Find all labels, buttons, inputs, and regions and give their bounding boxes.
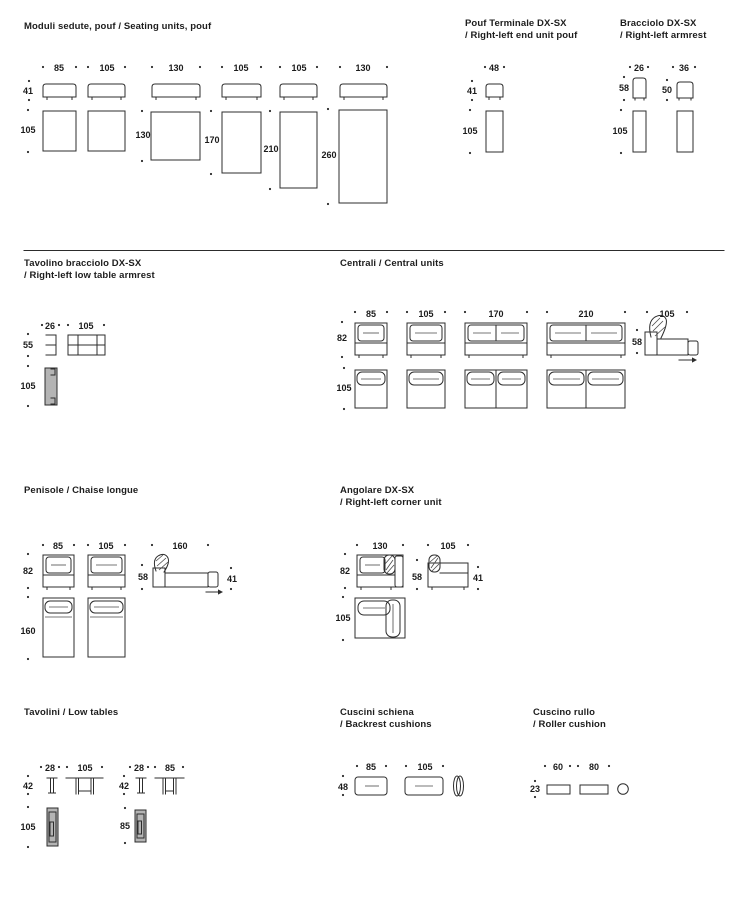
centrali-drawing (336, 309, 698, 410)
dim-height-label: 58 (411, 572, 423, 582)
dim-width-label: 85 (365, 762, 377, 772)
title-line-it: Pouf Terminale DX-SX (465, 18, 567, 29)
dim-depth-label: 105 (336, 383, 352, 393)
angolare-drawing (335, 541, 483, 641)
dim-width-label: 85 (52, 541, 64, 551)
dim-depth-label: 105 (335, 613, 351, 623)
dim-width-label: 105 (99, 63, 115, 73)
low-table-plan (47, 808, 58, 846)
dim-depth-label: 105 (20, 125, 36, 135)
cuscini-schiena-drawing (338, 762, 464, 796)
dim-width-label: 85 (164, 763, 176, 773)
dim-width-label: 36 (678, 63, 690, 73)
section-title-centrali: Centrali / Central units (340, 258, 444, 269)
dim-height-label: 58 (618, 83, 630, 93)
dim-width-label: 105 (440, 541, 456, 551)
section-title-seating: Moduli sedute, pouf / Seating units, pouf (24, 21, 212, 32)
central-unit-plan (355, 370, 387, 408)
dim-width-label: 105 (418, 309, 434, 319)
central-unit-front (407, 323, 445, 358)
dim-width-label: 105 (417, 762, 433, 772)
dim-width-label: 130 (355, 63, 371, 73)
dim-width-label: 85 (53, 63, 65, 73)
dim-depth-label: 105 (612, 126, 628, 136)
dim-height-label: 42 (118, 781, 130, 791)
section-title-penisole: Penisole / Chaise longue (24, 485, 139, 496)
dim-height-label: 48 (337, 782, 349, 792)
low-table-plan (135, 810, 146, 842)
dim-depth-label: 260 (321, 150, 337, 160)
dim-height-label: 58 (137, 572, 149, 582)
penisola-front (43, 555, 74, 590)
title-line-en: / Right-left low table armrest (24, 270, 155, 281)
penisola-plan (88, 598, 125, 657)
title-line-it: Cuscino rullo (533, 707, 595, 718)
central-unit-plan (547, 370, 625, 408)
dim-depth-label: 105 (20, 381, 36, 391)
central-unit-side (645, 315, 698, 362)
dim-width-label: 105 (659, 309, 675, 319)
dim-width-label: 48 (488, 63, 500, 73)
title-line-en: / Roller cushion (533, 719, 606, 730)
dim-height-label: 23 (529, 784, 541, 794)
dim-depth-label: 105 (462, 126, 478, 136)
dim-width-label: 210 (578, 309, 594, 319)
dim-width-label: 130 (372, 541, 388, 551)
central-unit-plan (465, 370, 527, 408)
penisola-plan (43, 598, 74, 657)
cushion-profile (454, 776, 464, 796)
dim-depth-label: 105 (20, 822, 36, 832)
title-line-en: / Right-left end unit pouf (465, 30, 578, 41)
corner-unit-front (428, 555, 468, 590)
tavolino-bracciolo-drawing (20, 321, 105, 407)
dim-height-label: 82 (336, 333, 348, 343)
cuscino-rullo-drawing (530, 762, 628, 798)
title-line-it: Tavolino bracciolo DX-SX (24, 258, 142, 269)
bracciolo-drawing (612, 63, 696, 154)
title-line-it: Cuscini schiena (340, 707, 414, 718)
dim-height-label: 55 (22, 340, 34, 350)
dim-depth-label: 160 (20, 626, 36, 636)
central-unit-front (465, 323, 527, 358)
dim-height-label: 42 (22, 781, 34, 791)
dim-height-label: 82 (339, 566, 351, 576)
tavolini-drawing (20, 763, 184, 848)
corner-unit-front (357, 555, 403, 590)
dim-width-label: 85 (365, 309, 377, 319)
roller-cross-section (618, 784, 629, 795)
dim-depth-label: 130 (135, 130, 151, 140)
penisole-drawing (20, 541, 237, 660)
dim-height-label: 58 (631, 337, 643, 347)
dim-width-label: 105 (233, 63, 249, 73)
dim-depth-label: 210 (263, 144, 279, 154)
title-line-it: Angolare DX-SX (340, 485, 415, 496)
dim-width-label: 28 (44, 763, 56, 773)
dim-width-label: 26 (633, 63, 645, 73)
dim-width-label: 26 (44, 321, 56, 331)
dim-width-label: 170 (488, 309, 504, 319)
corner-unit-plan (355, 598, 405, 638)
dim-depth-label: 170 (204, 135, 220, 145)
seating-units-drawing (20, 63, 388, 205)
dim-width-label: 80 (588, 762, 600, 772)
dim-width-label: 105 (291, 63, 307, 73)
title-line-it: Bracciolo DX-SX (620, 18, 697, 29)
dim-width-label: 130 (168, 63, 184, 73)
central-unit-plan (407, 370, 445, 408)
dim-width-label: 105 (77, 763, 93, 773)
dim-height-label: 41 (472, 573, 484, 583)
dim-height-label: 82 (22, 566, 34, 576)
title-line-en: / Backrest cushions (340, 719, 432, 730)
dim-height-label: 41 (466, 86, 478, 96)
penisola-front (88, 555, 125, 590)
dim-height-label: 41 (22, 86, 34, 96)
dim-height-label: 50 (661, 85, 673, 95)
central-unit-front (547, 323, 625, 358)
central-unit-front (355, 323, 387, 358)
dim-width-label: 105 (78, 321, 94, 331)
dim-width-label: 160 (172, 541, 188, 551)
title-line-en: / Right-left corner unit (340, 497, 442, 508)
penisola-side (153, 554, 223, 594)
dim-height-label: 41 (226, 574, 238, 584)
dim-width-label: 105 (98, 541, 114, 551)
dim-depth-label: 85 (119, 821, 131, 831)
dim-width-label: 28 (133, 763, 145, 773)
dim-width-label: 60 (552, 762, 564, 772)
section-title-tavolini: Tavolini / Low tables (24, 707, 119, 718)
pouf-terminale-drawing (462, 63, 505, 154)
title-line-en: / Right-left armrest (620, 30, 707, 41)
